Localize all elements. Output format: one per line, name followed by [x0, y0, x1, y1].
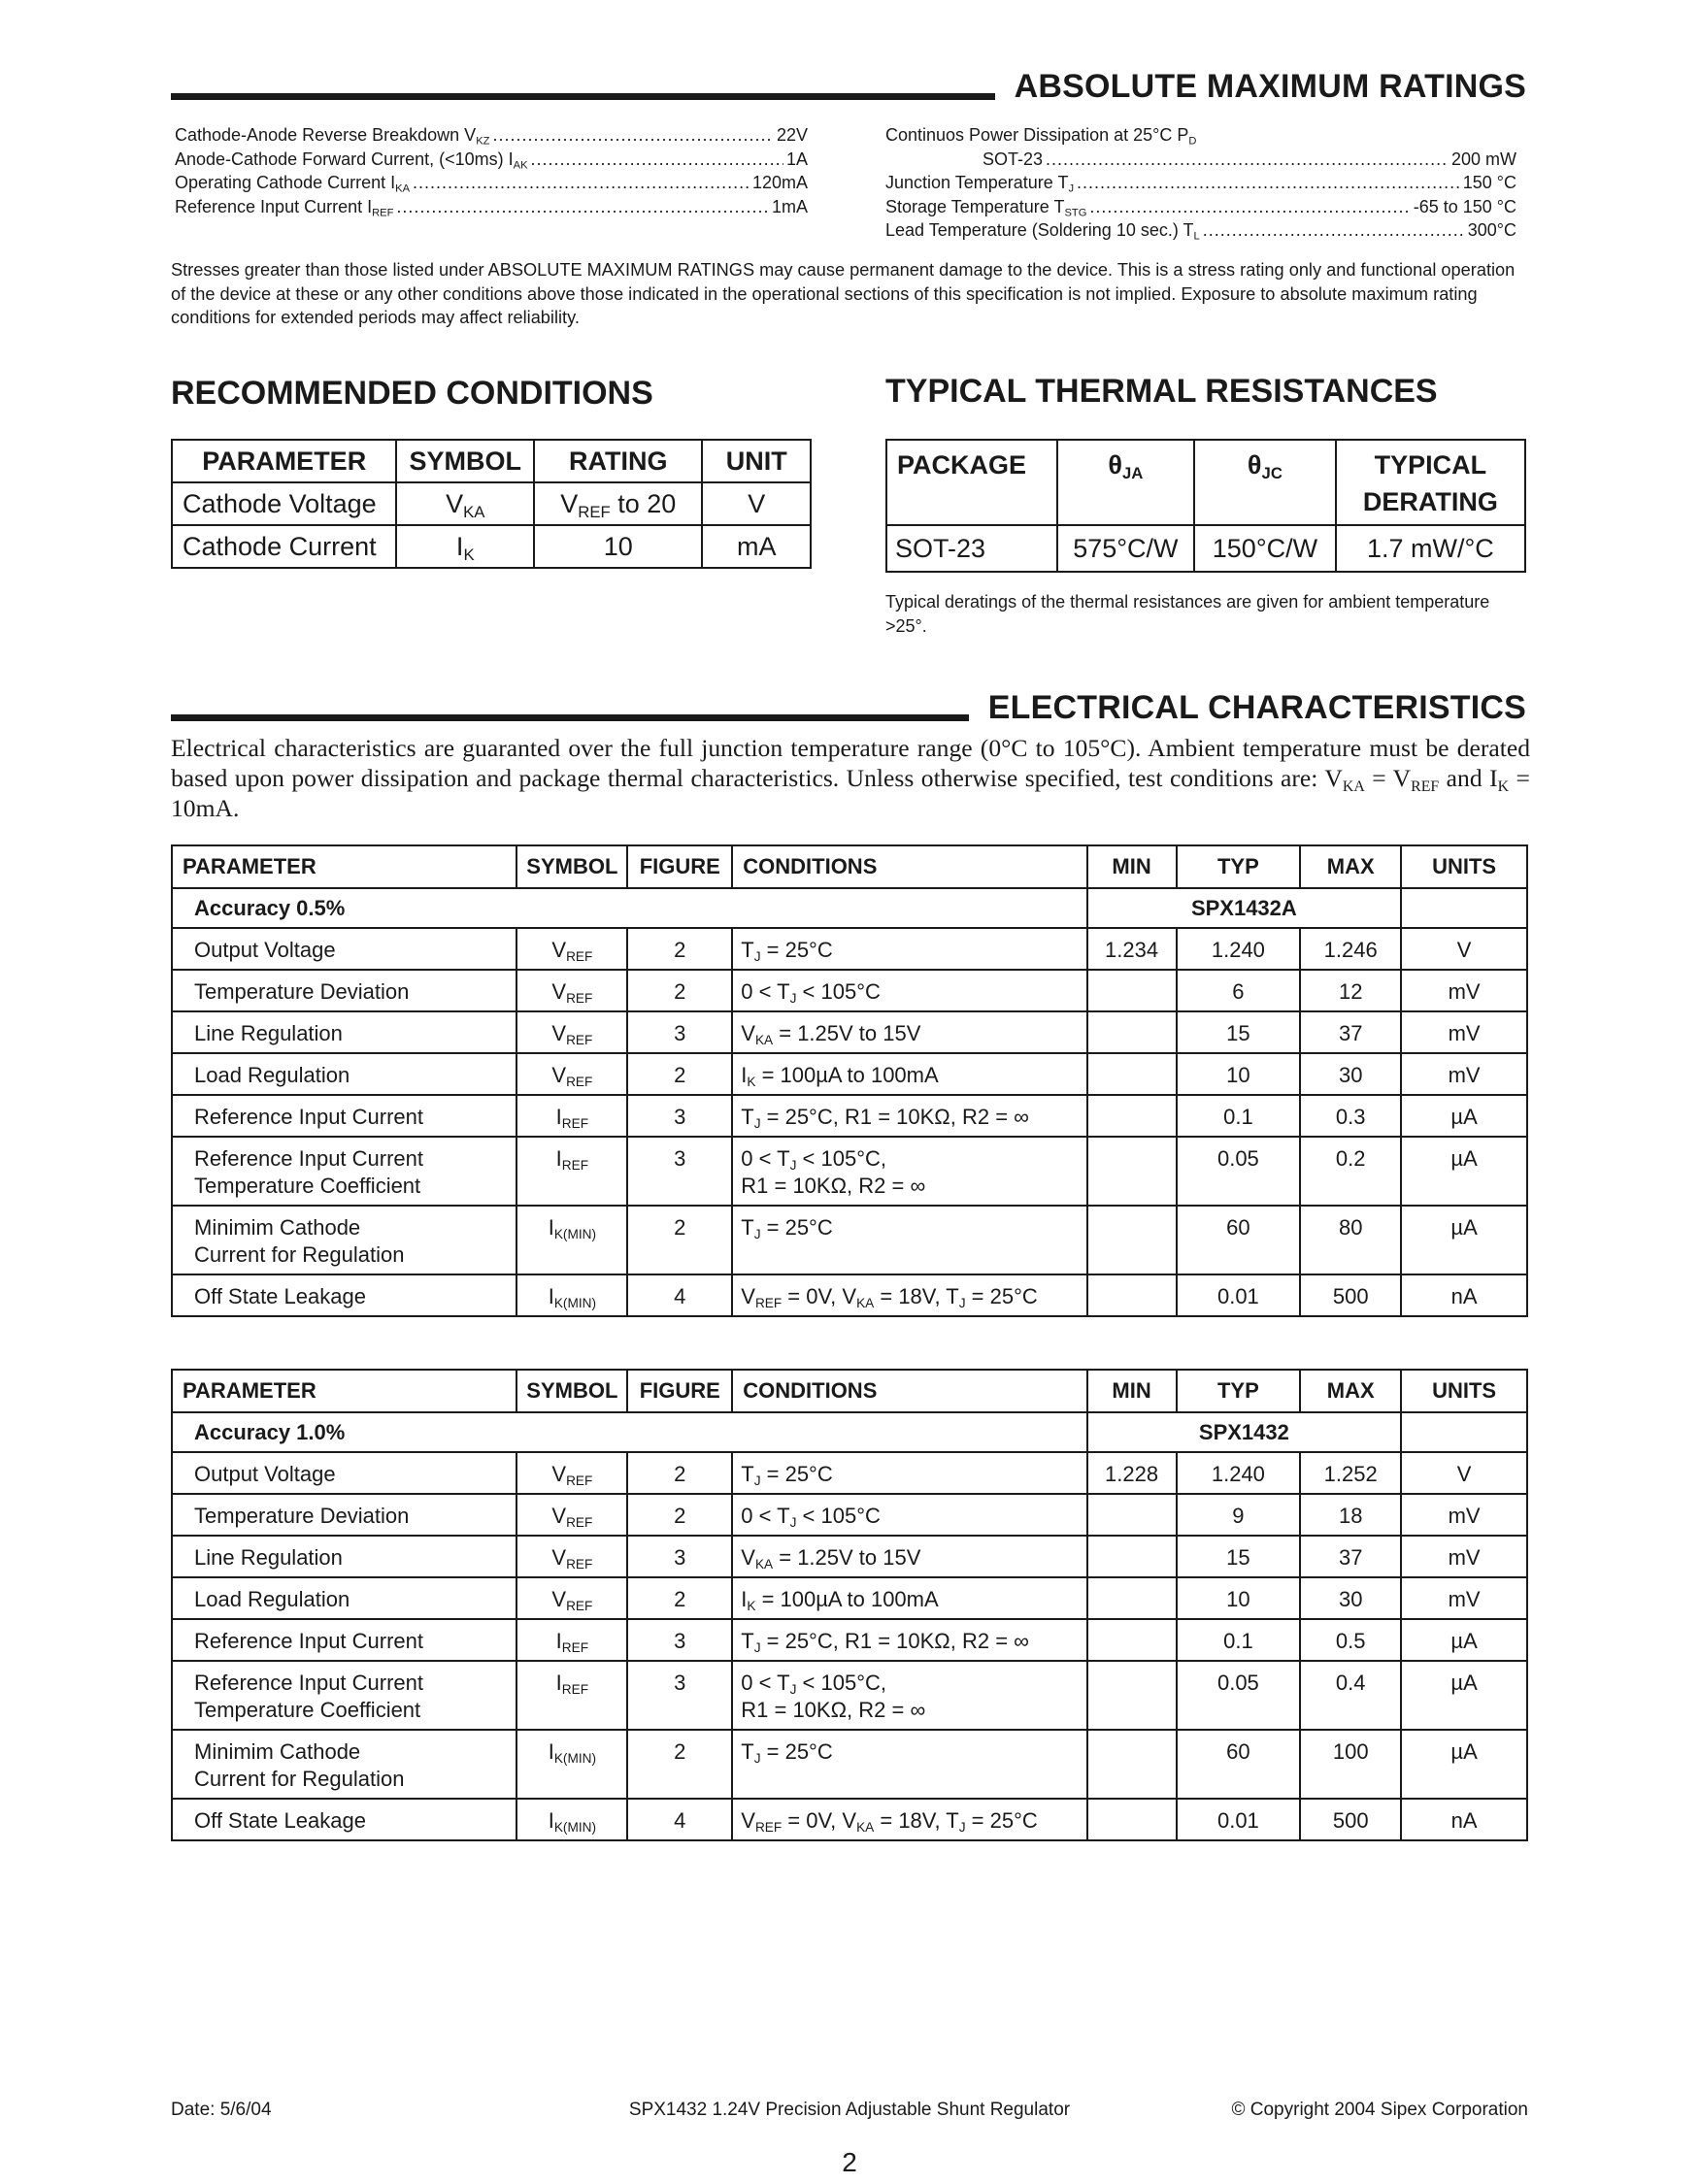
cell-max: 12 — [1300, 970, 1401, 1011]
part-number: SPX1432 — [1087, 1412, 1402, 1452]
column-header: UNITS — [1401, 1370, 1527, 1412]
column-header: TYP — [1177, 845, 1301, 888]
electrical-intro: Electrical characteristics are guaranted over the full junction temperature range (0°C to 105°C). Ambient temperature must be derated based upon power dissipation and package thermal characteristics. Unless otherwise specified, test conditions are: $V_{KA} = V_{REF}$ and $I_K = 10mA$. — [171, 734, 1530, 822]
column-header: TYP — [1177, 1370, 1301, 1412]
cell-symbol: $V_{KA}$ — [396, 482, 534, 525]
cell-figure: 3 — [627, 1619, 732, 1661]
cell-typ: 1.240 — [1177, 1452, 1301, 1494]
cell-symbol: $V_{REF}$ — [516, 1011, 627, 1053]
cell-min: 1.234 — [1087, 928, 1177, 970]
table-row — [172, 482, 811, 525]
cell-max: 0.4 — [1300, 1661, 1401, 1730]
column-header: $\theta_{JA}$ — [1057, 440, 1195, 525]
cell-conditions: $0 < T_J < 105^\circ C$, R1 = 10KΩ, R2 = ∞ — [732, 1661, 1086, 1730]
cell-min — [1087, 1011, 1177, 1053]
cell-figure: 3 — [627, 1536, 732, 1577]
cell-min — [1087, 1494, 1177, 1536]
table-row — [886, 525, 1525, 572]
cell-min — [1087, 1536, 1177, 1577]
cell-min — [1087, 970, 1177, 1011]
cell-parameter: Temperature Deviation — [172, 1494, 516, 1536]
cell-max: 500 — [1300, 1799, 1401, 1840]
stress-note: Stresses greater than those listed under ABSOLUTE MAXIMUM RATINGS may cause permanent damage to the device. This is a stress rating only and functional operation of the device at these or any other conditions above those indicated in the operational sections of this specification is not implied. Exposure to absolute maximum rating conditions for extended periods may affect reliability. — [171, 260, 1516, 327]
cell-figure: 2 — [627, 1053, 732, 1095]
cell-conditions: $T_J = 25^\circ C$, R1 = 10KΩ, R2 = ∞ — [732, 1095, 1086, 1137]
cell-max: 30 — [1300, 1053, 1401, 1095]
footer-doc-title: SPX1432 1.24V Precision Adjustable Shunt Regulator — [628, 2100, 1071, 2120]
cell-symbol: $I_{K(MIN)}$ — [516, 1799, 627, 1840]
cell-max: 500 — [1300, 1274, 1401, 1316]
cell-symbol: $V_{REF}$ — [516, 1053, 627, 1095]
cell-min — [1087, 1661, 1177, 1730]
column-header: PARAMETER — [172, 440, 396, 482]
cell-symbol: $V_{REF}$ — [516, 1452, 627, 1494]
cell-conditions: $V_{REF} = 0V$, $V_{KA} = 18V$, $T_J = 25^\circ C$ — [732, 1274, 1086, 1316]
cell-empty — [1401, 888, 1527, 928]
cell-max: 100 — [1300, 1730, 1401, 1799]
cell-typ: 0.05 — [1177, 1661, 1301, 1730]
cell-derating: 1.7 mW/°C — [1336, 525, 1525, 572]
cell-parameter: Line Regulation — [172, 1011, 516, 1053]
cell-min — [1087, 1206, 1177, 1274]
abs-max-title: ABSOLUTE MAXIMUM RATINGS — [1014, 68, 1526, 105]
table-row — [172, 1206, 1527, 1274]
table-row — [172, 1274, 1527, 1316]
table-row — [172, 1452, 1527, 1494]
rating-row: Anode-Cathode Forward Current, (<10ms) $I_{AK}$ ..... 1A — [175, 148, 808, 172]
cell-unit: µA — [1401, 1095, 1527, 1137]
table-header-row — [172, 845, 1527, 888]
cell-parameter: Minimim Cathode Current for Regulation — [172, 1730, 516, 1799]
cell-typ: 10 — [1177, 1577, 1301, 1619]
cell-typ: 9 — [1177, 1494, 1301, 1536]
cell-figure: 3 — [627, 1095, 732, 1137]
column-header: PACKAGE — [886, 440, 1057, 525]
column-header: UNITS — [1401, 845, 1527, 888]
cell-typ: 1.240 — [1177, 928, 1301, 970]
column-header: FIGURE — [627, 1370, 732, 1412]
cell-unit: mV — [1401, 970, 1527, 1011]
cell-parameter: Load Regulation — [172, 1577, 516, 1619]
cell-symbol: $V_{REF}$ — [516, 970, 627, 1011]
cell-unit: µA — [1401, 1206, 1527, 1274]
cell-figure: 2 — [627, 928, 732, 970]
cell-min — [1087, 1137, 1177, 1206]
column-header: TYPICAL DERATING — [1336, 440, 1525, 525]
cell-unit: µA — [1401, 1730, 1527, 1799]
cell-parameter: Reference Input Current Temperature Coefficient — [172, 1137, 516, 1206]
cell-unit: mA — [702, 525, 811, 568]
cell-parameter: Output Voltage — [172, 928, 516, 970]
cell-symbol: $I_{K(MIN)}$ — [516, 1730, 627, 1799]
column-header: $\theta_{JC}$ — [1194, 440, 1336, 525]
cell-symbol: $V_{REF}$ — [516, 1577, 627, 1619]
section-rule — [171, 714, 969, 721]
rating-row: Operating Cathode Current $I_{KA}$ ..... 120mA — [175, 171, 808, 195]
cell-parameter: Temperature Deviation — [172, 970, 516, 1011]
column-header: MAX — [1300, 1370, 1401, 1412]
column-header: CONDITIONS — [732, 1370, 1086, 1412]
cell-max: 0.2 — [1300, 1137, 1401, 1206]
group-label: Accuracy 0.5% — [172, 888, 1087, 928]
cell-conditions: $T_J = 25^\circ C$, R1 = 10KΩ, R2 = ∞ — [732, 1619, 1086, 1661]
cell-min — [1087, 1053, 1177, 1095]
column-header: MAX — [1300, 845, 1401, 888]
column-header: SYMBOL — [396, 440, 534, 482]
column-header: RATING — [534, 440, 702, 482]
cell-typ: 60 — [1177, 1206, 1301, 1274]
cell-figure: 4 — [627, 1799, 732, 1840]
cell-symbol: $I_{K(MIN)}$ — [516, 1274, 627, 1316]
cell-theta-ja: 575°C/W — [1057, 525, 1195, 572]
electrical-title: ELECTRICAL CHARACTERISTICS — [987, 689, 1526, 726]
thermal-table — [885, 439, 1526, 573]
cell-min: 1.228 — [1087, 1452, 1177, 1494]
column-header: PARAMETER — [172, 1370, 516, 1412]
cell-theta-jc: 150°C/W — [1194, 525, 1336, 572]
cell-conditions: $0 < T_J < 105^\circ C$, R1 = 10KΩ, R2 = ∞ — [732, 1137, 1086, 1206]
cell-empty — [1401, 1412, 1527, 1452]
footer-copyright: © Copyright 2004 Sipex Corporation — [1231, 2100, 1528, 2120]
cell-symbol: $V_{REF}$ — [516, 1494, 627, 1536]
cell-min — [1087, 1799, 1177, 1840]
rating-row: Cathode-Anode Reverse Breakdown $V_{KZ}$ ..... 22V — [175, 123, 808, 148]
part-number: SPX1432A — [1087, 888, 1402, 928]
cell-figure: 2 — [627, 1577, 732, 1619]
cell-unit: mV — [1401, 1011, 1527, 1053]
cell-parameter: Line Regulation — [172, 1536, 516, 1577]
cell-figure: 2 — [627, 1494, 732, 1536]
rating-row: Lead Temperature (Soldering 10 sec.) $T_L$ ..... 300°C — [885, 218, 1516, 243]
cell-conditions: $0 < T_J < 105^\circ C$ — [732, 1494, 1086, 1536]
cell-conditions: $I_K = 100\mu A$ to 100mA — [732, 1053, 1086, 1095]
group-row — [172, 1412, 1527, 1452]
cell-unit: V — [702, 482, 811, 525]
cell-typ: 0.1 — [1177, 1619, 1301, 1661]
cell-unit: V — [1401, 928, 1527, 970]
table-row — [172, 1137, 1527, 1206]
group-row — [172, 888, 1527, 928]
cell-parameter: Minimim Cathode Current for Regulation — [172, 1206, 516, 1274]
cell-conditions: $0 < T_J < 105^\circ C$ — [732, 970, 1086, 1011]
cell-parameter: Output Voltage — [172, 1452, 516, 1494]
cell-symbol: $V_{REF}$ — [516, 1536, 627, 1577]
cell-unit: nA — [1401, 1799, 1527, 1840]
cell-min — [1087, 1730, 1177, 1799]
cell-conditions: $V_{KA} = 1.25V$ to 15V — [732, 1536, 1086, 1577]
cell-typ: 0.01 — [1177, 1274, 1301, 1316]
cell-min — [1087, 1619, 1177, 1661]
recommended-title: RECOMMENDED CONDITIONS — [171, 375, 653, 412]
cell-min — [1087, 1274, 1177, 1316]
rating-row: Junction Temperature $T_J$ ..... 150 °C — [885, 171, 1516, 195]
cell-symbol: $V_{REF}$ — [516, 928, 627, 970]
cell-symbol: $I_{REF}$ — [516, 1137, 627, 1206]
cell-typ: 6 — [1177, 970, 1301, 1011]
cell-symbol: $I_K$ — [396, 525, 534, 568]
cell-unit: mV — [1401, 1494, 1527, 1536]
cell-max: 1.252 — [1300, 1452, 1401, 1494]
electrical-header — [171, 691, 1526, 724]
table-header-row — [886, 440, 1525, 525]
cell-figure: 3 — [627, 1011, 732, 1053]
abs-max-left-list — [175, 123, 808, 218]
table-row — [172, 525, 811, 568]
column-header: FIGURE — [627, 845, 732, 888]
table-row — [172, 1730, 1527, 1799]
table-row — [172, 1577, 1527, 1619]
page-number: 2 — [842, 2147, 857, 2177]
cell-unit: µA — [1401, 1137, 1527, 1206]
group-label: Accuracy 1.0% — [172, 1412, 1087, 1452]
cell-conditions: $I_K = 100\mu A$ to 100mA — [732, 1577, 1086, 1619]
cell-max: 37 — [1300, 1011, 1401, 1053]
cell-unit: nA — [1401, 1274, 1527, 1316]
cell-unit: µA — [1401, 1619, 1527, 1661]
table-row — [172, 928, 1527, 970]
cell-unit: mV — [1401, 1053, 1527, 1095]
cell-rating: $V_{REF}$ to 20 — [534, 482, 702, 525]
table-row — [172, 1011, 1527, 1053]
cell-conditions: $T_J = 25^\circ C$ — [732, 1452, 1086, 1494]
thermal-title: TYPICAL THERMAL RESISTANCES — [885, 373, 1438, 410]
rating-row: Reference Input Current $I_{REF}$ ..... 1mA — [175, 195, 808, 219]
cell-typ: 0.01 — [1177, 1799, 1301, 1840]
cell-figure: 2 — [627, 1206, 732, 1274]
table-row — [172, 1053, 1527, 1095]
cell-min — [1087, 1095, 1177, 1137]
cell-package: SOT-23 — [886, 525, 1057, 572]
cell-symbol: $I_{REF}$ — [516, 1661, 627, 1730]
cell-conditions: $V_{KA} = 1.25V$ to 15V — [732, 1011, 1086, 1053]
cell-conditions: $V_{REF} = 0V$, $V_{KA} = 18V$, $T_J = 25^\circ C$ — [732, 1799, 1086, 1840]
column-header: SYMBOL — [516, 845, 627, 888]
cell-parameter: Load Regulation — [172, 1053, 516, 1095]
cell-unit: mV — [1401, 1536, 1527, 1577]
cell-figure: 2 — [627, 970, 732, 1011]
cell-parameter: Reference Input Current — [172, 1619, 516, 1661]
cell-symbol: $I_{REF}$ — [516, 1095, 627, 1137]
rating-row: Continuos Power Dissipation at 25°C $P_D$ — [885, 125, 1197, 148]
thermal-note: Typical deratings of the thermal resistances are given for ambient temperature >25°. — [885, 592, 1490, 636]
cell-unit: V — [1401, 1452, 1527, 1494]
cell-conditions: $T_J = 25^\circ C$ — [732, 928, 1086, 970]
cell-max: 37 — [1300, 1536, 1401, 1577]
cell-parameter: Reference Input Current — [172, 1095, 516, 1137]
abs-max-header — [171, 70, 1526, 103]
cell-typ: 10 — [1177, 1053, 1301, 1095]
table-row — [172, 1536, 1527, 1577]
rating-row: Storage Temperature $T_{STG}$ ..... -65 to 150 °C — [885, 195, 1516, 219]
cell-typ: 60 — [1177, 1730, 1301, 1799]
cell-unit: µA — [1401, 1661, 1527, 1730]
column-header: CONDITIONS — [732, 845, 1086, 888]
cell-max: 30 — [1300, 1577, 1401, 1619]
rating-row: SOT-23 ..... 200 mW — [885, 148, 1516, 172]
table-header-row — [172, 440, 811, 482]
cell-parameter: Reference Input Current Temperature Coefficient — [172, 1661, 516, 1730]
table-row — [172, 1799, 1527, 1840]
section-rule — [171, 93, 995, 100]
column-header: UNIT — [702, 440, 811, 482]
column-header: MIN — [1087, 845, 1177, 888]
table-row — [172, 1661, 1527, 1730]
electrical-table-a — [171, 844, 1528, 1317]
cell-figure: 2 — [627, 1730, 732, 1799]
cell-max: 18 — [1300, 1494, 1401, 1536]
cell-figure: 3 — [627, 1661, 732, 1730]
cell-conditions: $T_J = 25^\circ C$ — [732, 1730, 1086, 1799]
cell-max: 1.246 — [1300, 928, 1401, 970]
cell-figure: 4 — [627, 1274, 732, 1316]
cell-rating: 10 — [534, 525, 702, 568]
cell-max: 0.5 — [1300, 1619, 1401, 1661]
cell-max: 80 — [1300, 1206, 1401, 1274]
table-row — [172, 1095, 1527, 1137]
cell-typ: 0.05 — [1177, 1137, 1301, 1206]
column-header: SYMBOL — [516, 1370, 627, 1412]
footer-date: Date: 5/6/04 — [171, 2100, 272, 2120]
cell-conditions: $T_J = 25^\circ C$ — [732, 1206, 1086, 1274]
electrical-table-b — [171, 1369, 1528, 1841]
cell-typ: 15 — [1177, 1536, 1301, 1577]
table-row — [172, 970, 1527, 1011]
column-header: PARAMETER — [172, 845, 516, 888]
cell-parameter: Cathode Voltage — [172, 482, 396, 525]
cell-parameter: Off State Leakage — [172, 1799, 516, 1840]
cell-symbol: $I_{REF}$ — [516, 1619, 627, 1661]
cell-symbol: $I_{K(MIN)}$ — [516, 1206, 627, 1274]
cell-typ: 15 — [1177, 1011, 1301, 1053]
cell-parameter: Off State Leakage — [172, 1274, 516, 1316]
cell-unit: mV — [1401, 1577, 1527, 1619]
table-row — [172, 1619, 1527, 1661]
recommended-table — [171, 439, 812, 569]
cell-parameter: Cathode Current — [172, 525, 396, 568]
table-header-row — [172, 1370, 1527, 1412]
cell-min — [1087, 1577, 1177, 1619]
cell-figure: 3 — [627, 1137, 732, 1206]
abs-max-right-list — [885, 123, 1516, 243]
column-header: MIN — [1087, 1370, 1177, 1412]
cell-max: 0.3 — [1300, 1095, 1401, 1137]
table-row — [172, 1494, 1527, 1536]
cell-typ: 0.1 — [1177, 1095, 1301, 1137]
cell-figure: 2 — [627, 1452, 732, 1494]
